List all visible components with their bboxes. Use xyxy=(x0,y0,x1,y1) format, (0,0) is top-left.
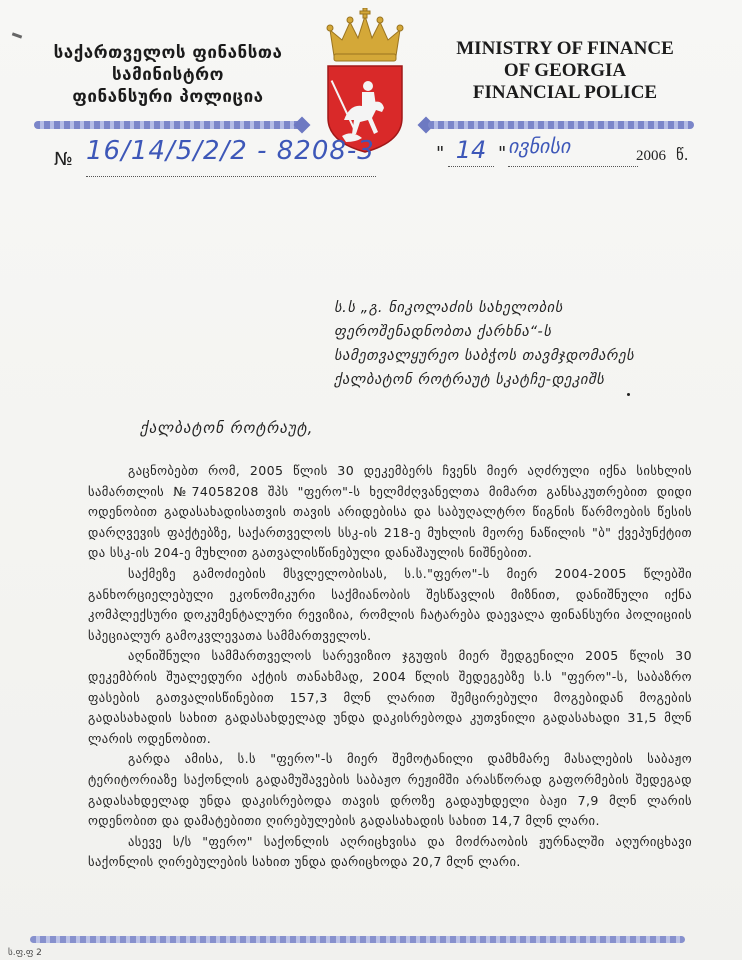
footer-rule xyxy=(30,936,685,943)
recipient-line-2: ფეროშენადნობთა ქარხნა“-ს xyxy=(334,324,552,340)
paragraph-2: საქმეზე გამოძიების მსვლელობისას, ს.ს."ფერო"-ს მიერ 2004-2005 წლებში განხორციელებული ეკონომიკური საქმიანობის შესწავლის მიზნით, დანიშნული იქნა კომპლექსური დოკუმენტალური რევიზია, რომლის ჩატარება დაევალა ფინანსური პოლიციის სპეციალურ გამოკვლევათა სამმართველოს. xyxy=(88,565,692,643)
letter-body xyxy=(88,461,692,873)
reference-number-handwritten: 16/14/5/2/2 - 8208-3 xyxy=(86,136,376,177)
header-rule-left xyxy=(34,121,306,129)
date-month-handwritten: ივნისი xyxy=(508,134,638,167)
recipient-line-4: ქალბატონ როტრაუტ სკატჩე-დეკიშს xyxy=(334,372,605,388)
paragraph-5: ასევე ს/ს "ფერო" საქონლის აღრიცხვისა და მოძრაობის ჟურნალში აღურიცხავი საქონლის ღირებულების სახით უნდა დარიცხოდა 20,7 მლნ ლარი. xyxy=(88,833,692,870)
date-day-handwritten: 14 xyxy=(448,136,494,167)
header-rule-right xyxy=(428,121,694,129)
footer-note: ს.ფ.ფ 2 xyxy=(8,948,42,958)
document-date xyxy=(436,134,706,172)
scan-mark xyxy=(12,32,22,38)
date-year-suffix: წ. xyxy=(676,146,689,164)
reference-number-label: № xyxy=(54,149,73,170)
recipient-block xyxy=(334,296,724,392)
date-quote-open: " xyxy=(436,143,445,164)
recipient-line-1: ს.ს „გ. ნიკოლაძის სახელობის xyxy=(334,300,563,316)
date-quote-close: " xyxy=(498,143,507,164)
georgia-coat-of-arms-icon xyxy=(322,8,408,154)
recipient-line-3: სამეთვალყურეო საბჭოს თავმჯდომარეს xyxy=(334,348,635,364)
date-year: 2006 xyxy=(636,148,666,164)
paragraph-1: გაცნობებთ რომ, 2005 წლის 30 დეკემბერს ჩვენს მიერ აღძრული იქნა სისხლის სამართლის №74058208 შპს "ფერო"-ს ხელმძღვანელთა მიმართ განსაკუთრებით დიდი ოდენობით გადასახადისათვის თავის არიდებისა და საბუღალტრო წიგნის წარმოების წესის დარღვევის ფაქტებზე, საქართველოს სსკ-ის 218-ე მუხლის მეორე ნაწილის "ბ" ქვეპუნქტით და სსკ-ის 204-ე მუხლით გათვალისწინებული დანაშაულის ნიშნებით. xyxy=(88,463,692,561)
salutation: ქალბატონ როტრაუტ, xyxy=(140,419,314,437)
header-en-line-2: OF GEORGIA xyxy=(503,60,627,81)
header-en-line-3: FINANCIAL POLICE xyxy=(472,82,658,103)
header-en-line-1: MINISTRY OF FINANCE xyxy=(456,38,674,59)
paragraph-4: გარდა ამისა, ს.ს "ფერო"-ს მიერ შემოტანილი დამხმარე მასალების საბაჟო ტერიტორიაზე საქონლის გადამუშავების საბაჟო რეჟიმში არასწორად გაფორმების შედეგად გადასახდელად უნდა დაკისრებოდა თავის დროზე გადაუხდელი ბაჟი 7,9 მლნ ლარის ოდენობით და დამატებითი ღირებულების გადასახადის სახით 14,7 მლნ ლარი. xyxy=(88,751,692,829)
header-ka-line-2: სამინისტრო xyxy=(112,65,224,85)
rule-end-left-icon xyxy=(294,117,311,134)
paragraph-3: აღნიშნული სამმართველოს სარევიზიო ჯგუფის მიერ შედგენილი 2005 წლის 30 დეკემბრის შუალედური აქტის თანახმად, 2004 წლის შედეგებზე ს.ს "ფერო"-ს, საბაზრო ფასების გათვალისწინებით 157,3 მლნ ლარით შემცირებული მოგებიდან მოგების გადასახადის სახით გადასახდელად უნდა დაკისრებოდა კუთვნილი გადასახადი 31,5 მლნ ლარის ოდენობით. xyxy=(88,648,692,746)
header-ka-line-1: საქართველოს ფინანსთა xyxy=(53,43,283,63)
header-ka-line-3: ფინანსური პოლიცია xyxy=(72,87,264,107)
scan-dot xyxy=(627,393,630,396)
